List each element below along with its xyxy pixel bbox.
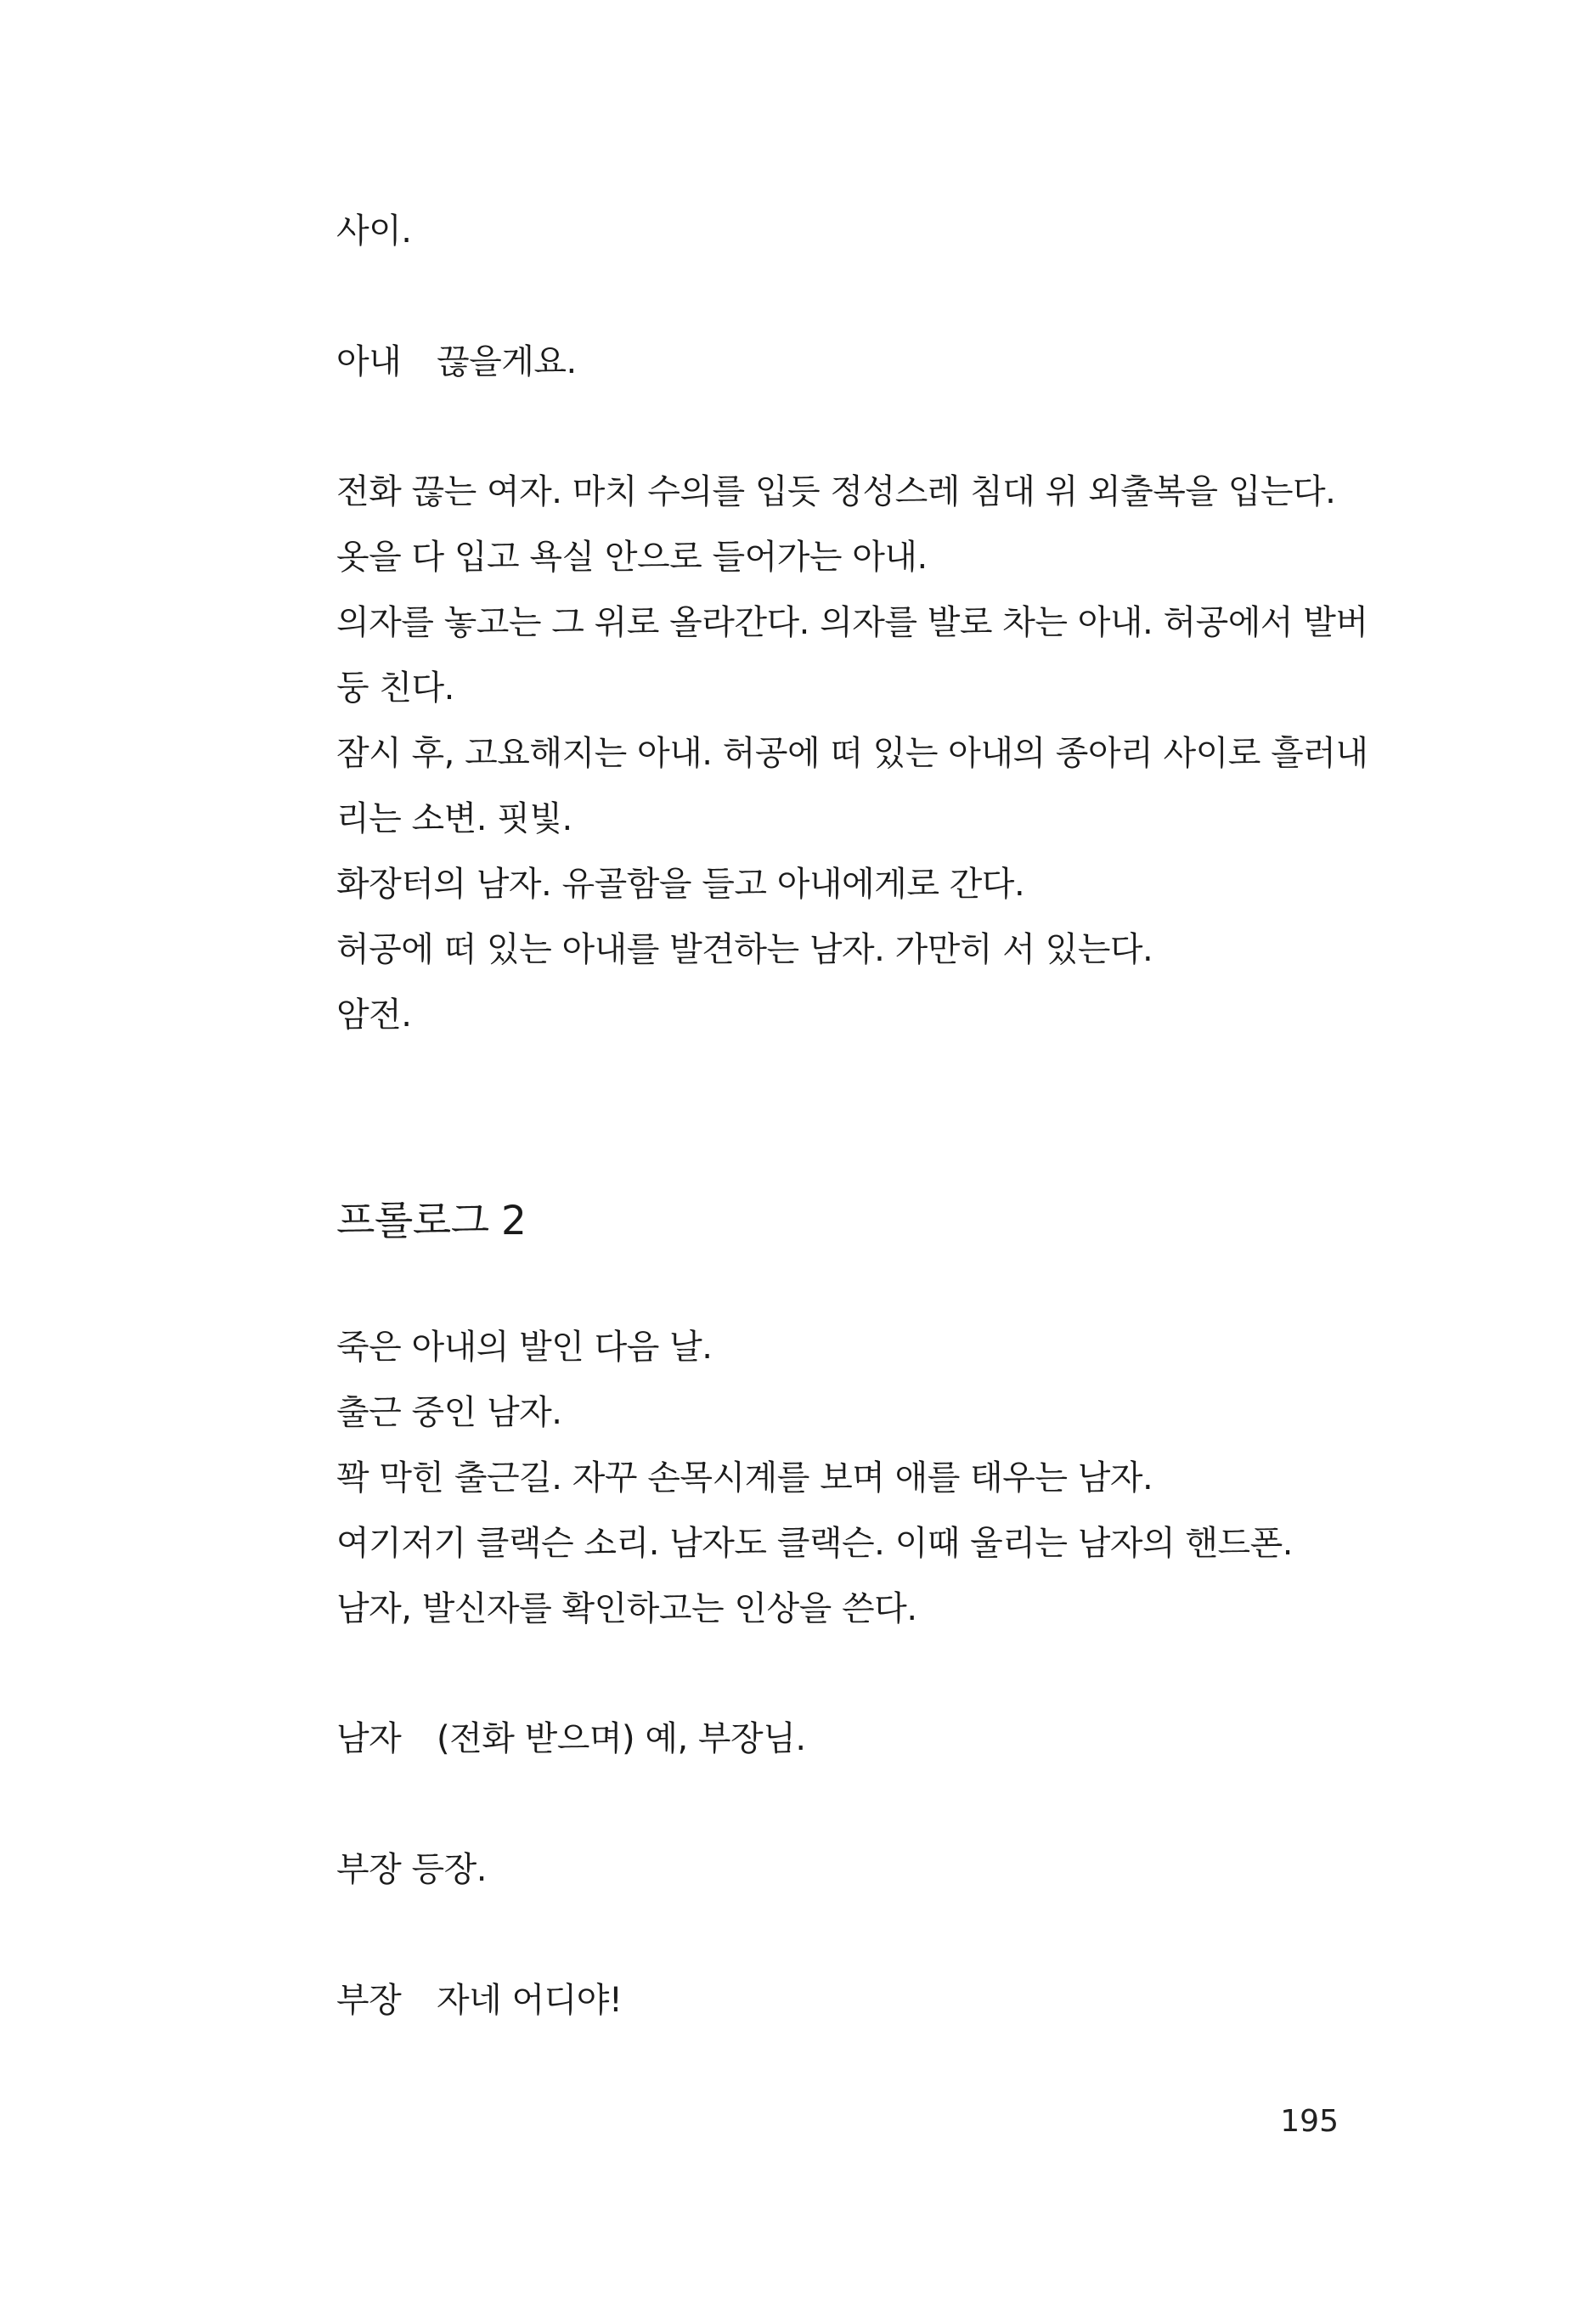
dialogue-text: 끊을게요. [437, 342, 577, 381]
stage-direction-line: 둥 친다. [336, 668, 454, 708]
stage-direction-line: 죽은 아내의 발인 다음 날. [336, 1328, 713, 1367]
stage-direction-line: 허공에 떠 있는 아내를 발견하는 남자. 가만히 서 있는다. [336, 930, 1153, 969]
stage-direction-pause: 사이. [336, 212, 412, 251]
speaker-label: 부장 [336, 1981, 402, 2020]
stage-direction-line: 꽉 막힌 출근길. 자꾸 손목시계를 보며 애를 태우는 남자. [336, 1458, 1153, 1498]
stage-direction-line: 의자를 놓고는 그 위로 올라간다. 의자를 발로 차는 아내. 허공에서 발버 [336, 603, 1368, 642]
stage-direction-line: 리는 소변. 핏빛. [336, 799, 572, 838]
stage-direction-line: 출근 중인 남자. [336, 1393, 562, 1432]
stage-direction-line: 암전. [336, 996, 412, 1035]
stage-direction-line: 잠시 후, 고요해지는 아내. 허공에 떠 있는 아내의 종아리 사이로 흘러내 [336, 734, 1368, 773]
dialogue-text: (전화 받으며) 예, 부장님. [437, 1719, 806, 1758]
dialogue-wife [336, 340, 577, 384]
stage-direction-line: 옷을 다 입고 욕실 안으로 들어가는 아내. [336, 538, 928, 577]
dialogue-manager [336, 1978, 622, 2022]
stage-direction-line: 전화 끊는 여자. 마치 수의를 입듯 정성스레 침대 위 외출복을 입는다. [336, 472, 1336, 511]
stage-direction-line: 화장터의 남자. 유골함을 들고 아내에게로 간다. [336, 865, 1025, 904]
speaker-label: 아내 [336, 342, 402, 381]
stage-direction-line: 남자, 발신자를 확인하고는 인상을 쓴다. [336, 1589, 917, 1628]
dialogue-text: 자네 어디야! [437, 1981, 623, 2020]
dialogue-man [336, 1717, 806, 1761]
page-number: 195 [1280, 2104, 1339, 2139]
stage-direction-entrance: 부장 등장. [336, 1850, 487, 1889]
book-page [336, 0, 1368, 2307]
stage-direction-line: 여기저기 클랙슨 소리. 남자도 클랙슨. 이때 울리는 남자의 핸드폰. [336, 1524, 1294, 1563]
section-heading: 프롤로그 2 [336, 1198, 527, 1244]
speaker-label: 남자 [336, 1719, 402, 1758]
